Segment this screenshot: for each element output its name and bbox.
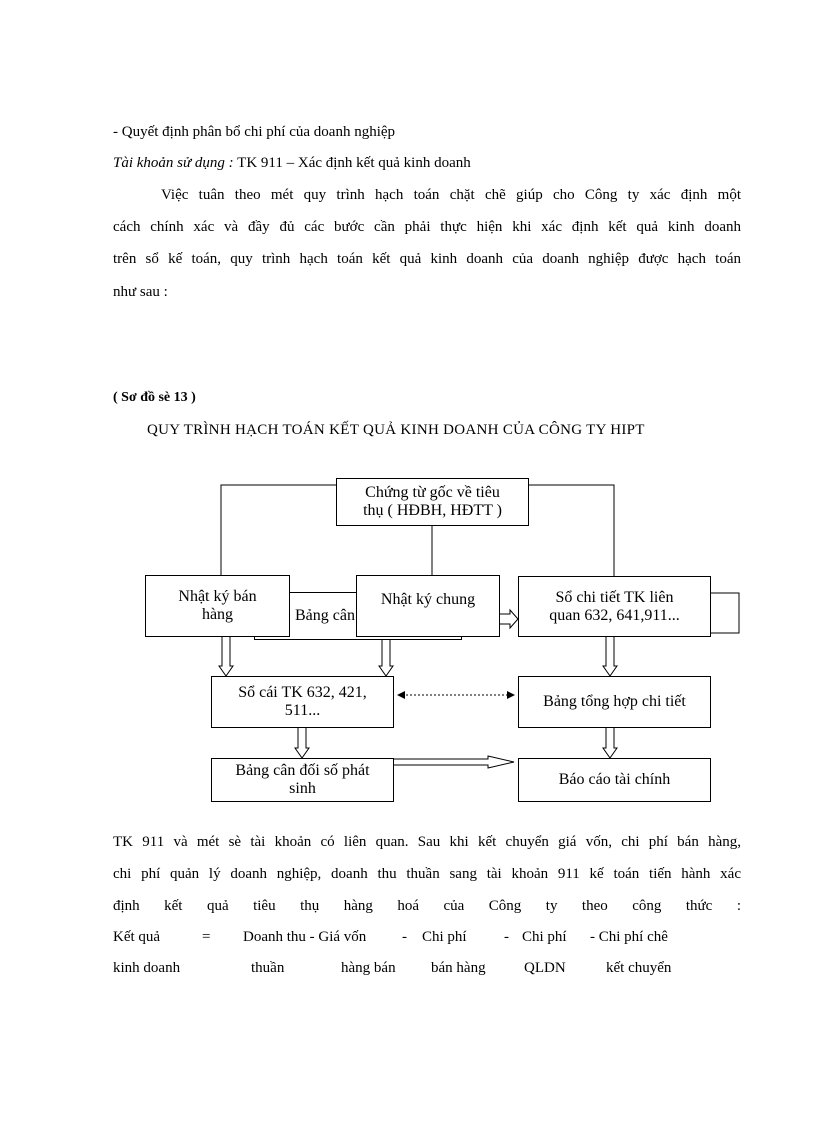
body-para-line-4: định kết quả tiêu thụ hàng hoá của Công ty theo công thức :	[113, 898, 741, 914]
formula-sub-cogs: hàng bán	[341, 960, 396, 976]
formula-minus-2: -	[504, 929, 509, 945]
detail-summary-box	[518, 676, 711, 728]
trial-balance-line-1: Bảng cân đối số phát	[235, 762, 370, 779]
formula-minus-1: -	[402, 929, 407, 945]
intro-line: - Quyết định phân bổ chi phí của doanh nghiệp	[113, 124, 396, 140]
formula-sub-admin: QLDN	[524, 960, 566, 976]
account-line	[113, 153, 471, 173]
source-docs-line-1: Chứng từ gốc về tiêu	[365, 484, 500, 501]
intro-para-line-3: trên sổ kế toán, quy trình hạch toán kết quả kinh doanh của doanh nghiệp được hạch toán	[113, 251, 741, 267]
balance-box-label: Bảng cân	[295, 607, 355, 624]
financial-report-box	[518, 758, 711, 802]
formula-term-cost1: Chi phí	[422, 929, 467, 945]
formula-equals: =	[202, 929, 211, 945]
general-journal-box	[356, 575, 500, 637]
formula-term-revenue: Doanh thu - Giá vốn	[243, 929, 367, 945]
account-value: TK 911 – Xác định kết quả kinh doanh	[233, 155, 471, 171]
formula-sub-revenue: thuần	[251, 960, 285, 976]
trial-balance-box	[211, 758, 394, 802]
formula-sub-transfer: kết chuyển	[606, 960, 672, 976]
trial-balance-line-2: sinh	[289, 780, 316, 797]
formula-term-result: Kết quả	[113, 929, 161, 945]
body-para-line-2: TK 911 và mét sè tài khoản có liên quan. Sau khi kết chuyển giá vốn, chi phí bán hàng,	[113, 834, 741, 850]
formula-term-cost2: Chi phí	[522, 929, 567, 945]
detail-summary-label: Bảng tổng hợp chi tiết	[543, 693, 686, 710]
body-para-line-3: chi phí quản lý doanh nghiệp, doanh thu thuần sang tài khoản 911 kế toán tiến hành xác	[113, 866, 741, 882]
body-para-line-1: Để xác định kết quả kinh doanh kế toán sử dụng TK 911, TK 632, TK641, TK 642,	[150, 802, 741, 818]
formula-sub-result: kinh doanh	[113, 960, 181, 976]
detail-ledger-line-2: quan 632, 641,911...	[549, 606, 680, 624]
sales-journal-box	[145, 575, 290, 637]
intro-para-line-1: Việc tuân theo mét quy trình hạch toán chặt chẽ giúp cho Công ty xác định một	[161, 187, 741, 203]
detail-ledger-line-1: Sổ chi tiết TK liên	[555, 588, 674, 606]
general-ledger-box	[211, 676, 394, 728]
intro-para-line-2: cách chính xác và đầy đủ các bước cần phải thực hiện khi xác định kết quả kinh doanh	[113, 219, 741, 235]
financial-report-label: Báo cáo tài chính	[558, 771, 671, 788]
sales-journal-line-1: Nhật ký bán	[178, 588, 257, 605]
source-docs-line-2: thụ ( HĐBH, HĐTT )	[363, 502, 502, 519]
diagram-ref: ( Sơ đồ sè 13 )	[113, 390, 196, 405]
source-docs-box	[336, 478, 529, 526]
formula-sub-selling: bán hàng	[431, 960, 486, 976]
sales-journal-line-2: hàng	[201, 606, 234, 623]
diagram-title: QUY TRÌNH HẠCH TOÁN KẾT QUẢ KINH DOANH CỦA CÔNG TY HIPT	[147, 422, 645, 438]
account-label: Tài khoản sử dụng :	[113, 155, 234, 171]
general-journal-label: Nhật ký chung	[380, 591, 476, 608]
general-ledger-line-1: Sổ cái TK 632, 421,	[238, 684, 367, 701]
intro-para-line-4: như sau :	[113, 284, 168, 300]
formula-term-cost3: - Chi phí chê	[590, 929, 668, 945]
detail-ledger-box	[518, 576, 711, 637]
general-ledger-line-2: 511...	[284, 702, 321, 719]
